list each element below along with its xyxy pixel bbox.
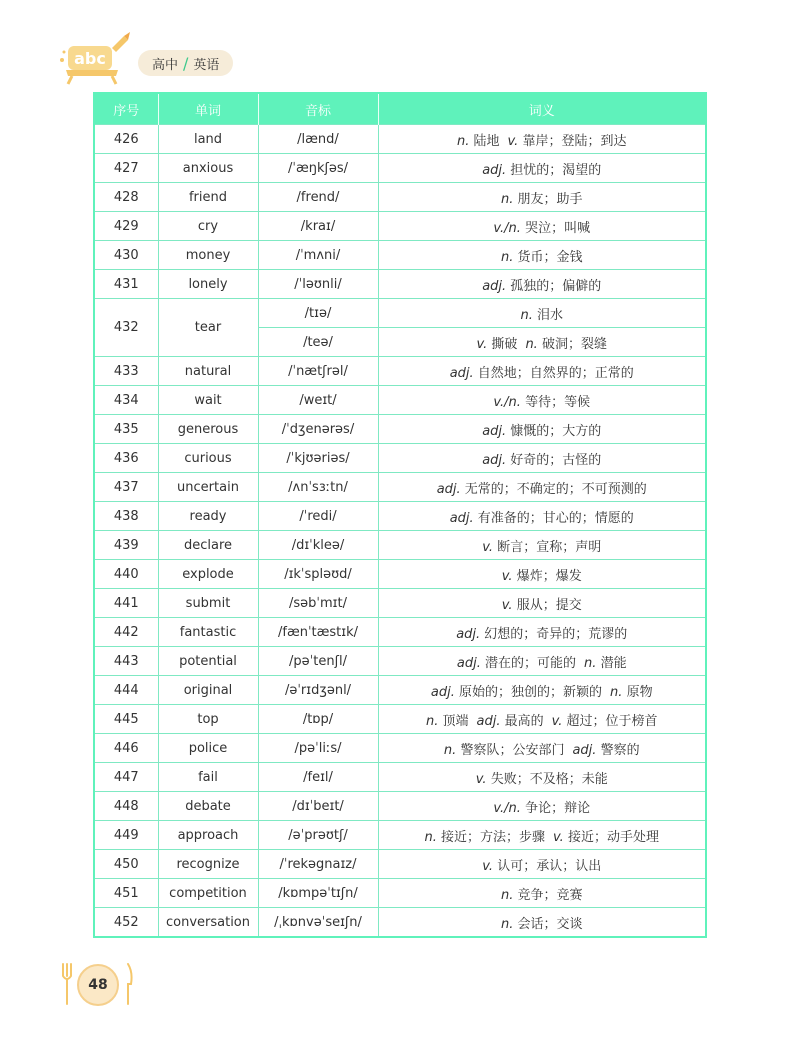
cell-word: money — [158, 241, 258, 270]
table-row — [94, 502, 706, 531]
fork-icon — [60, 962, 74, 1006]
definition-text: 撕破 — [491, 336, 518, 352]
cell-word: explode — [158, 560, 258, 589]
cell-number: 434 — [94, 386, 158, 415]
part-of-speech: adj. — [456, 626, 481, 642]
definition-text: 陆地 — [473, 133, 500, 149]
cell-definition — [378, 676, 706, 705]
cell-number: 435 — [94, 415, 158, 444]
cell-word: declare — [158, 531, 258, 560]
cell-phonetic: /əˈrɪdʒənl/ — [258, 676, 378, 705]
part-of-speech: n. — [500, 249, 514, 265]
cell-definition — [378, 212, 706, 241]
cell-word: fantastic — [158, 618, 258, 647]
cell-number: 427 — [94, 154, 158, 183]
table-row — [94, 531, 706, 560]
part-of-speech: v. — [551, 713, 563, 729]
definition-text: 原物 — [626, 684, 653, 700]
vocabulary-table — [93, 92, 707, 938]
table-row — [94, 154, 706, 183]
definition-text: 认可；承认；认出 — [497, 858, 602, 874]
cell-phonetic: /dɪˈkleə/ — [258, 531, 378, 560]
cell-definition — [378, 473, 706, 502]
table-row — [94, 241, 706, 270]
cell-definition — [378, 415, 706, 444]
breadcrumb-subject: 英语 — [193, 57, 220, 73]
definition-text: 哭泣；叫喊 — [525, 220, 591, 236]
definition-text: 争论；辩论 — [525, 800, 591, 816]
table-row — [94, 705, 706, 734]
definition-text: 服从；提交 — [516, 597, 582, 613]
part-of-speech: adj. — [456, 655, 481, 671]
cell-phonetic: /teə/ — [258, 328, 378, 357]
cell-definition — [378, 531, 706, 560]
part-of-speech: adj. — [482, 162, 507, 178]
definition-text: 失败；不及格；未能 — [490, 771, 608, 787]
definition-text: 靠岸；登陆；到达 — [522, 133, 627, 149]
cell-word: submit — [158, 589, 258, 618]
breadcrumb-level: 高中 — [152, 57, 179, 73]
table-row — [94, 270, 706, 299]
part-of-speech: adj. — [482, 423, 507, 439]
cell-word: recognize — [158, 850, 258, 879]
definition-text: 接近；动手处理 — [567, 829, 659, 845]
definition-text: 泪水 — [537, 307, 564, 323]
cell-number: 449 — [94, 821, 158, 850]
part-of-speech: n. — [610, 684, 623, 700]
cell-word: ready — [158, 502, 258, 531]
cell-definition — [378, 328, 706, 357]
cell-definition — [378, 125, 706, 154]
cell-definition — [378, 734, 706, 763]
knife-icon — [122, 962, 134, 1006]
cell-phonetic: /səbˈmɪt/ — [258, 589, 378, 618]
cell-phonetic: /əˈprəʊtʃ/ — [258, 821, 378, 850]
svg-text:abc: abc — [74, 49, 106, 68]
cell-number: 452 — [94, 908, 158, 938]
page-footer — [60, 962, 140, 1006]
cell-word: uncertain — [158, 473, 258, 502]
cell-phonetic: /lænd/ — [258, 125, 378, 154]
cell-number: 426 — [94, 125, 158, 154]
cell-number: 451 — [94, 879, 158, 908]
cell-word: conversation — [158, 908, 258, 938]
cell-phonetic: /frend/ — [258, 183, 378, 212]
cell-definition — [378, 763, 706, 792]
cell-definition — [378, 270, 706, 299]
cell-word: potential — [158, 647, 258, 676]
table-row — [94, 647, 706, 676]
part-of-speech: v. — [475, 771, 487, 787]
cell-number: 441 — [94, 589, 158, 618]
cell-word: generous — [158, 415, 258, 444]
cell-phonetic: /ˈləʊnli/ — [258, 270, 378, 299]
cell-definition — [378, 560, 706, 589]
part-of-speech: v. — [476, 336, 488, 352]
definition-text: 无常的；不确定的；不可预测的 — [464, 481, 647, 497]
definition-text: 断言；宣称；声明 — [497, 539, 602, 555]
cell-definition — [378, 502, 706, 531]
cell-phonetic: /feɪl/ — [258, 763, 378, 792]
table-row — [94, 879, 706, 908]
definition-text: 担忧的；渴望的 — [510, 162, 602, 178]
definition-text: 接近；方法；步骤 — [441, 829, 546, 845]
cell-definition — [378, 299, 706, 328]
part-of-speech: n. — [500, 191, 514, 207]
definition-text: 有准备的；甘心的；情愿的 — [477, 510, 634, 526]
part-of-speech: adj. — [482, 452, 507, 468]
cell-number: 437 — [94, 473, 158, 502]
part-of-speech: adj. — [449, 510, 474, 526]
cell-phonetic: /ˈæŋkʃəs/ — [258, 154, 378, 183]
table-row — [94, 676, 706, 705]
table-row — [94, 763, 706, 792]
table-row — [94, 386, 706, 415]
page-header — [58, 30, 458, 90]
column-header-word: 单词 — [158, 93, 258, 125]
part-of-speech: n. — [425, 713, 439, 729]
cell-word: approach — [158, 821, 258, 850]
cell-number: 439 — [94, 531, 158, 560]
table-row — [94, 125, 706, 154]
cell-definition — [378, 154, 706, 183]
part-of-speech: v. — [501, 568, 513, 584]
definition-text: 好奇的；古怪的 — [510, 452, 602, 468]
cell-definition — [378, 647, 706, 676]
part-of-speech: adj. — [572, 742, 597, 758]
cell-phonetic: /ʌnˈsɜːtn/ — [258, 473, 378, 502]
part-of-speech: n. — [457, 133, 470, 149]
cell-word: land — [158, 125, 258, 154]
cell-phonetic: /ˈkjʊəriəs/ — [258, 444, 378, 473]
cell-number: 450 — [94, 850, 158, 879]
cell-phonetic: /kɒmpəˈtɪʃn/ — [258, 879, 378, 908]
cell-phonetic: /ɪkˈspləʊd/ — [258, 560, 378, 589]
definition-text: 朋友；助手 — [517, 191, 583, 207]
definition-text: 警察队；公安部门 — [460, 742, 565, 758]
cell-phonetic: /fænˈtæstɪk/ — [258, 618, 378, 647]
definition-text: 竞争；竞赛 — [517, 887, 583, 903]
definition-text: 原始的；独创的；新颖的 — [459, 684, 603, 700]
definition-text: 超过；位于榜首 — [566, 713, 658, 729]
cell-phonetic: /ˈnætʃrəl/ — [258, 357, 378, 386]
part-of-speech: v./n. — [493, 800, 521, 816]
table-header-row — [94, 93, 706, 125]
part-of-speech: adj. — [476, 713, 501, 729]
cell-number: 428 — [94, 183, 158, 212]
cell-definition — [378, 618, 706, 647]
cell-number: 432 — [94, 299, 158, 357]
cell-number: 430 — [94, 241, 158, 270]
cell-phonetic: /pəˈtenʃl/ — [258, 647, 378, 676]
part-of-speech: n. — [443, 742, 457, 758]
part-of-speech: v./n. — [493, 220, 521, 236]
cell-phonetic: /pəˈliːs/ — [258, 734, 378, 763]
cell-number: 436 — [94, 444, 158, 473]
cell-number: 429 — [94, 212, 158, 241]
cell-number: 444 — [94, 676, 158, 705]
cell-definition — [378, 444, 706, 473]
table-row — [94, 299, 706, 328]
cell-number: 445 — [94, 705, 158, 734]
cell-number: 438 — [94, 502, 158, 531]
cell-definition — [378, 241, 706, 270]
cell-definition — [378, 357, 706, 386]
table-row — [94, 908, 706, 938]
breadcrumb-separator: / — [183, 53, 189, 73]
cell-number: 431 — [94, 270, 158, 299]
definition-text: 爆炸；爆发 — [516, 568, 582, 584]
cell-phonetic: /weɪt/ — [258, 386, 378, 415]
cell-number: 440 — [94, 560, 158, 589]
cell-word: wait — [158, 386, 258, 415]
cell-definition — [378, 879, 706, 908]
table-row — [94, 415, 706, 444]
table-row — [94, 183, 706, 212]
cell-definition — [378, 386, 706, 415]
definition-text: 潜在的；可能的 — [485, 655, 577, 671]
table-row — [94, 444, 706, 473]
cell-definition — [378, 908, 706, 938]
definition-text: 幻想的；奇异的；荒谬的 — [484, 626, 628, 642]
table-row — [94, 589, 706, 618]
cell-phonetic: /tɪə/ — [258, 299, 378, 328]
definition-text: 最高的 — [504, 713, 544, 729]
cell-phonetic: /dɪˈbeɪt/ — [258, 792, 378, 821]
cell-word: friend — [158, 183, 258, 212]
part-of-speech: n. — [525, 336, 538, 352]
part-of-speech: n. — [500, 887, 514, 903]
table-row — [94, 473, 706, 502]
definition-text: 等待；等候 — [525, 394, 591, 410]
cell-word: competition — [158, 879, 258, 908]
cell-word: anxious — [158, 154, 258, 183]
cell-word: original — [158, 676, 258, 705]
part-of-speech: adj. — [482, 278, 507, 294]
cell-definition — [378, 792, 706, 821]
cell-phonetic: /ˌkɒnvəˈseɪʃn/ — [258, 908, 378, 938]
cell-definition — [378, 850, 706, 879]
cell-phonetic: /ˈmʌni/ — [258, 241, 378, 270]
cell-word: fail — [158, 763, 258, 792]
cell-definition — [378, 589, 706, 618]
cell-word: debate — [158, 792, 258, 821]
cell-phonetic: /ˈredi/ — [258, 502, 378, 531]
cell-word: curious — [158, 444, 258, 473]
table-row — [94, 821, 706, 850]
cell-word: police — [158, 734, 258, 763]
definition-text: 自然地；自然界的；正常的 — [477, 365, 634, 381]
page-number: 48 — [77, 964, 119, 1006]
definition-text: 顶端 — [442, 713, 469, 729]
definition-text: 破洞；裂缝 — [541, 336, 607, 352]
cell-word: lonely — [158, 270, 258, 299]
part-of-speech: n. — [424, 829, 437, 845]
table-row — [94, 618, 706, 647]
abc-logo-icon — [58, 30, 138, 86]
definition-text: 孤独的；偏僻的 — [510, 278, 602, 294]
definition-text: 慷慨的；大方的 — [510, 423, 602, 439]
cell-definition — [378, 705, 706, 734]
part-of-speech: v. — [482, 539, 494, 555]
cell-number: 443 — [94, 647, 158, 676]
part-of-speech: v. — [501, 597, 513, 613]
part-of-speech: v. — [482, 858, 494, 874]
cell-phonetic: /ˈrekəgnaɪz/ — [258, 850, 378, 879]
definition-text: 警察的 — [600, 742, 640, 758]
definition-text: 货币；金钱 — [517, 249, 583, 265]
cell-definition — [378, 183, 706, 212]
breadcrumb — [138, 50, 233, 76]
definition-text: 会话；交谈 — [517, 916, 583, 932]
cell-phonetic: /ˈdʒenərəs/ — [258, 415, 378, 444]
part-of-speech: adj. — [436, 481, 461, 497]
cell-number: 447 — [94, 763, 158, 792]
part-of-speech: v. — [507, 133, 519, 149]
cell-word: tear — [158, 299, 258, 357]
cell-number: 448 — [94, 792, 158, 821]
column-header-phonetic: 音标 — [258, 93, 378, 125]
cell-number: 433 — [94, 357, 158, 386]
table-row — [94, 212, 706, 241]
table-row — [94, 560, 706, 589]
part-of-speech: n. — [500, 916, 514, 932]
table-row — [94, 357, 706, 386]
table-row — [94, 850, 706, 879]
cell-phonetic: /tɒp/ — [258, 705, 378, 734]
cell-word: cry — [158, 212, 258, 241]
column-header-number: 序号 — [94, 93, 158, 125]
cell-word: top — [158, 705, 258, 734]
definition-text: 潜能 — [600, 655, 627, 671]
part-of-speech: adj. — [449, 365, 474, 381]
part-of-speech: v./n. — [493, 394, 521, 410]
cell-number: 442 — [94, 618, 158, 647]
cell-definition — [378, 821, 706, 850]
table-row — [94, 792, 706, 821]
column-header-definition: 词义 — [378, 93, 706, 125]
cell-phonetic: /kraɪ/ — [258, 212, 378, 241]
cell-word: natural — [158, 357, 258, 386]
part-of-speech: v. — [553, 829, 564, 845]
table-row — [94, 734, 706, 763]
part-of-speech: adj. — [430, 684, 455, 700]
part-of-speech: n. — [520, 307, 533, 323]
cell-number: 446 — [94, 734, 158, 763]
part-of-speech: n. — [584, 655, 597, 671]
